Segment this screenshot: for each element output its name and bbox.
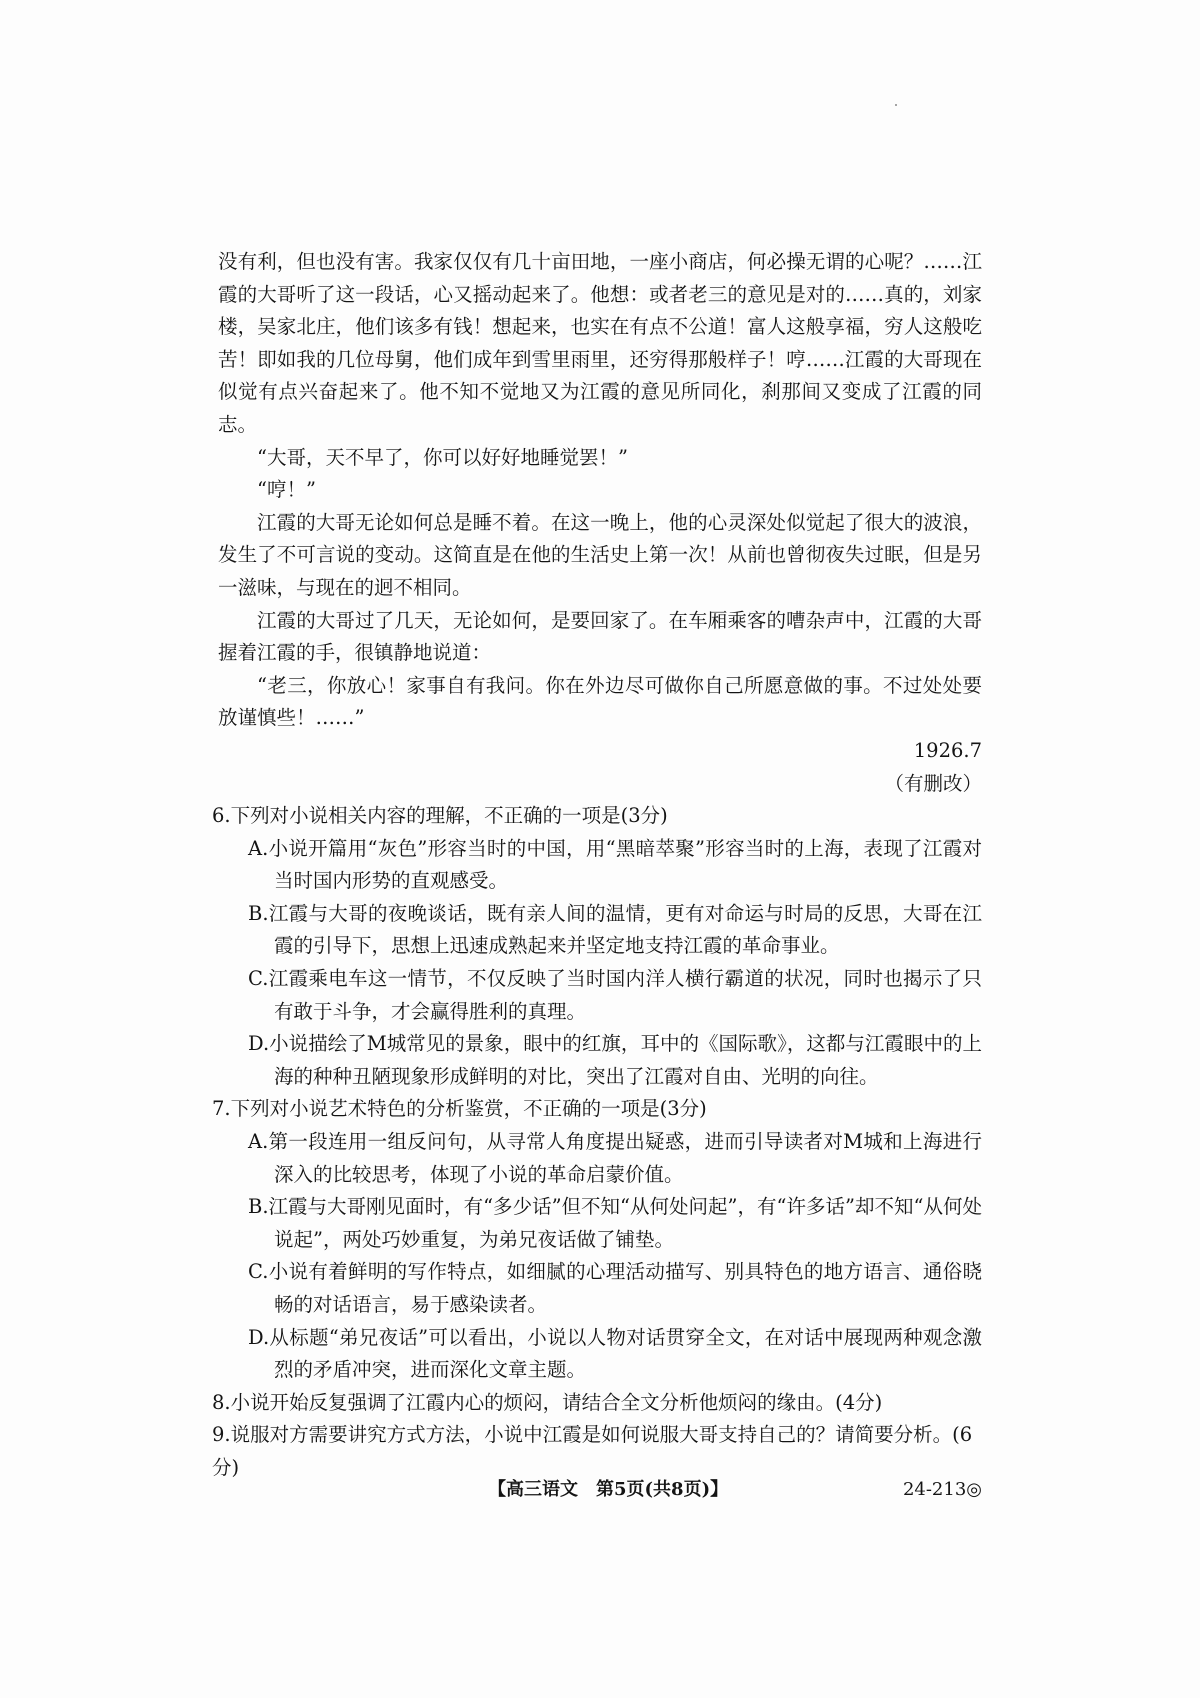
scan-speck <box>895 104 897 106</box>
question-6-option-a: A.小说开篇用“灰色”形容当时的中国，用“黑暗萃聚”形容当时的上海，表现了江霞对当时国内形势的直观感受。 <box>248 836 982 893</box>
question-9: 9.说服对方需要讲究方式方法，小说中江霞是如何说服大哥支持自己的？请简要分析。(6分) <box>212 1423 973 1479</box>
question-7-option-a: A.第一段连用一组反问句，从寻常人角度提出疑惑，进而引导读者对M城和上海进行深入的比较思考，体现了小说的革命启蒙价值。 <box>248 1130 982 1186</box>
question-stem: 6.下列对小说相关内容的理解，不正确的一项是(3分) <box>212 804 668 828</box>
passage-paragraph-1: 没有利，但也没有害。我家仅仅有几十亩田地，一座小商店，何必操无谓的心呢？……江霞的大哥听了这一段话，心又摇动起来了。他想：或者老三的意见是对的……真的，刘家楼，吴家北庄，他们该多有钱！想起来，也实在有点不公道！富人这般享福，穷人这般吃苦！即如我的几位母舅，他们成年到雪里雨里，还穷得那般样子！哼……江霞的大哥现在似觉有点兴奋起来了。他不知不觉地又为江霞的意见所同化，刹那间又变成了江霞的同志。 <box>218 250 982 436</box>
question-8: 8.小说开始反复强调了江霞内心的烦闷，请结合全文分析他烦闷的缘由。(4分) <box>212 1390 883 1414</box>
question-6-option-d: D.小说描绘了M城常见的景象，眼中的红旗，耳中的《国际歌》，这都与江霞眼中的上海的种种丑陋现象形成鲜明的对比，突出了江霞对自由、光明的向往。 <box>248 1032 982 1088</box>
question-7-option-b: B.江霞与大哥刚见面时，有“多少话”但不知“从何处问起”，有“许多话”却不知“从何处说起”，两处巧妙重复，为弟兄夜话做了铺垫。 <box>248 1195 982 1251</box>
passage-paragraph-5: 江霞的大哥过了几天，无论如何，是要回家了。在车厢乘客的嘈杂声中，江霞的大哥握着江霞的手，很镇静地说道： <box>218 608 982 665</box>
passage-note: （有删改） <box>884 771 982 795</box>
question-stem: 7.下列对小说艺术特色的分析鉴赏，不正确的一项是(3分) <box>212 1097 707 1121</box>
footer-exam-code: 24-213◎ <box>902 1479 982 1500</box>
question-7 <box>212 1093 982 1386</box>
page-content <box>212 246 982 1485</box>
passage-paragraph-6: “老三，你放心！家事自有我问。你在外边尽可做你自己所愿意做的事。不过处处要放谨慎些！……” <box>218 673 982 730</box>
passage-paragraph-3: “哼！” <box>257 478 316 502</box>
question-7-option-d: D.从标题“弟兄夜话”可以看出，小说以人物对话贯穿全文，在对话中展现两种观念激烈的矛盾冲突，进而深化文章主题。 <box>248 1325 982 1382</box>
question-7-option-c: C.小说有着鲜明的写作特点，如细腻的心理活动描写、别具特色的地方语言、通俗晓畅的对话语言，易于感染读者。 <box>248 1260 982 1316</box>
page-footer <box>218 1474 982 1506</box>
passage-paragraph-4: 江霞的大哥无论如何总是睡不着。在这一晚上，他的心灵深处似觉起了很大的波浪，发生了不可言说的变动。这简直是在他的生活史上第一次！从前也曾彻夜失过眠，但是另一滋味，与现在的迥不相同。 <box>218 510 982 599</box>
passage-date: 1926.7 <box>913 738 982 762</box>
passage-paragraph-2: “大哥，天不早了，你可以好好地睡觉罢！” <box>257 445 628 469</box>
question-6-option-c: C.江霞乘电车这一情节，不仅反映了当时国内洋人横行霸道的状况，同时也揭示了只有敢于斗争，才会赢得胜利的真理。 <box>248 967 982 1023</box>
footer-page-label: 【高三语文 第5页(共8页)】 <box>488 1479 729 1500</box>
question-6-option-b: B.江霞与大哥的夜晚谈话，既有亲人间的温情，更有对命运与时局的反思，大哥在江霞的引导下，思想上迅速成熟起来并坚定地支持江霞的革命事业。 <box>248 901 982 958</box>
question-6 <box>212 800 982 1093</box>
